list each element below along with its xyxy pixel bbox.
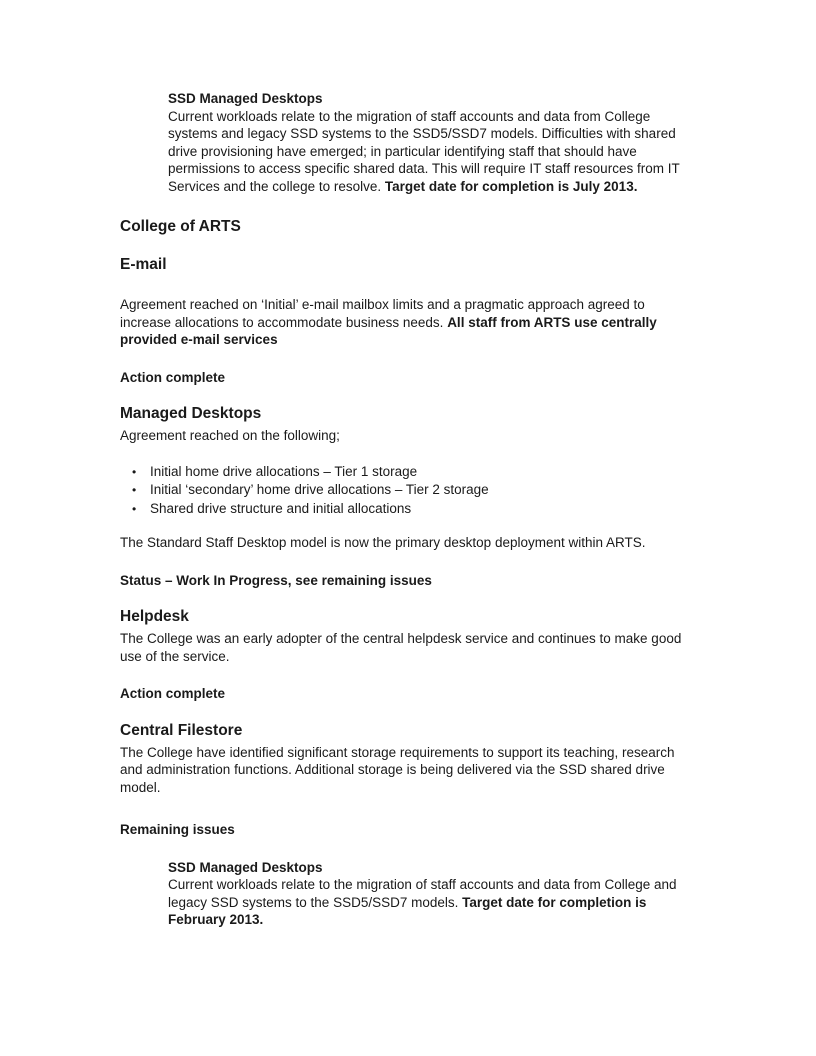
managed-desktops-intro: Agreement reached on the following; bbox=[120, 428, 340, 443]
issue-block-top bbox=[168, 90, 684, 195]
bullet-icon: • bbox=[132, 464, 137, 479]
managed-desktops-status: Status – Work In Progress, see remaining issues bbox=[120, 572, 432, 588]
issue-target-date: Target date for completion is July 2013. bbox=[384, 178, 638, 194]
issue-paragraph bbox=[168, 876, 684, 929]
list-item-text: Initial home drive allocations – Tier 1 storage bbox=[150, 463, 418, 479]
issue-body-text: Current workloads relate to the migration of staff accounts and data from College systems and legacy SSD systems to the SSD5/SSD7 models. Difficulties with shared drive provisioning have emerged; in particular identifying staff that should have permissions to access specific shared data. This will require IT staff resources from IT Services and the college to resolve. bbox=[168, 108, 680, 194]
section-heading-email: E-mail bbox=[120, 256, 167, 273]
remaining-issues-heading: Remaining issues bbox=[120, 822, 235, 837]
managed-desktops-summary: The Standard Staff Desktop model is now the primary desktop deployment within ARTS. bbox=[120, 535, 646, 550]
central-filestore-paragraph: The College have identified significant storage requirements to support its teaching, research and administration functions. Additional storage is being delivered via the SSD shared drive model. bbox=[120, 744, 675, 795]
list-item bbox=[132, 500, 696, 519]
email-body-text: Agreement reached on ‘Initial’ e-mail mailbox limits and a pragmatic approach agreed to increase allocations to accommodate business needs. bbox=[120, 297, 645, 330]
helpdesk-status: Action complete bbox=[120, 686, 226, 701]
issue-target-date: Target date for completion is February 2013. bbox=[168, 894, 647, 927]
bullet-icon: • bbox=[132, 483, 137, 497]
issue-block-remaining bbox=[168, 859, 684, 929]
list-item-text: Initial ‘secondary’ home drive allocations – Tier 2 storage bbox=[150, 482, 489, 497]
list-item-text: Shared drive structure and initial allocations bbox=[150, 500, 412, 516]
section-heading-helpdesk: Helpdesk bbox=[120, 608, 189, 625]
bullet-icon: • bbox=[132, 501, 137, 516]
helpdesk-paragraph: The College was an early adopter of the central helpdesk service and continues to make good use of the service. bbox=[120, 631, 682, 664]
email-status: Action complete bbox=[120, 369, 226, 385]
section-heading-managed-desktops: Managed Desktops bbox=[120, 405, 262, 422]
issue-title: SSD Managed Desktops bbox=[168, 91, 323, 106]
list-item bbox=[132, 481, 696, 500]
list-item bbox=[132, 463, 696, 482]
issue-title: SSD Managed Desktops bbox=[168, 859, 323, 875]
college-heading: College of ARTS bbox=[120, 218, 241, 235]
issue-paragraph bbox=[168, 108, 684, 196]
section-heading-central-filestore: Central Filestore bbox=[120, 721, 243, 739]
email-bold-text: All staff from ARTS use centrally provided e-mail services bbox=[120, 314, 657, 347]
issue-body-text: Current workloads relate to the migration of staff accounts and data from College and legacy SSD systems to the SSD5/SSD7 models. bbox=[168, 877, 677, 910]
email-paragraph bbox=[120, 296, 696, 349]
managed-desktops-bullet-list bbox=[132, 463, 696, 519]
